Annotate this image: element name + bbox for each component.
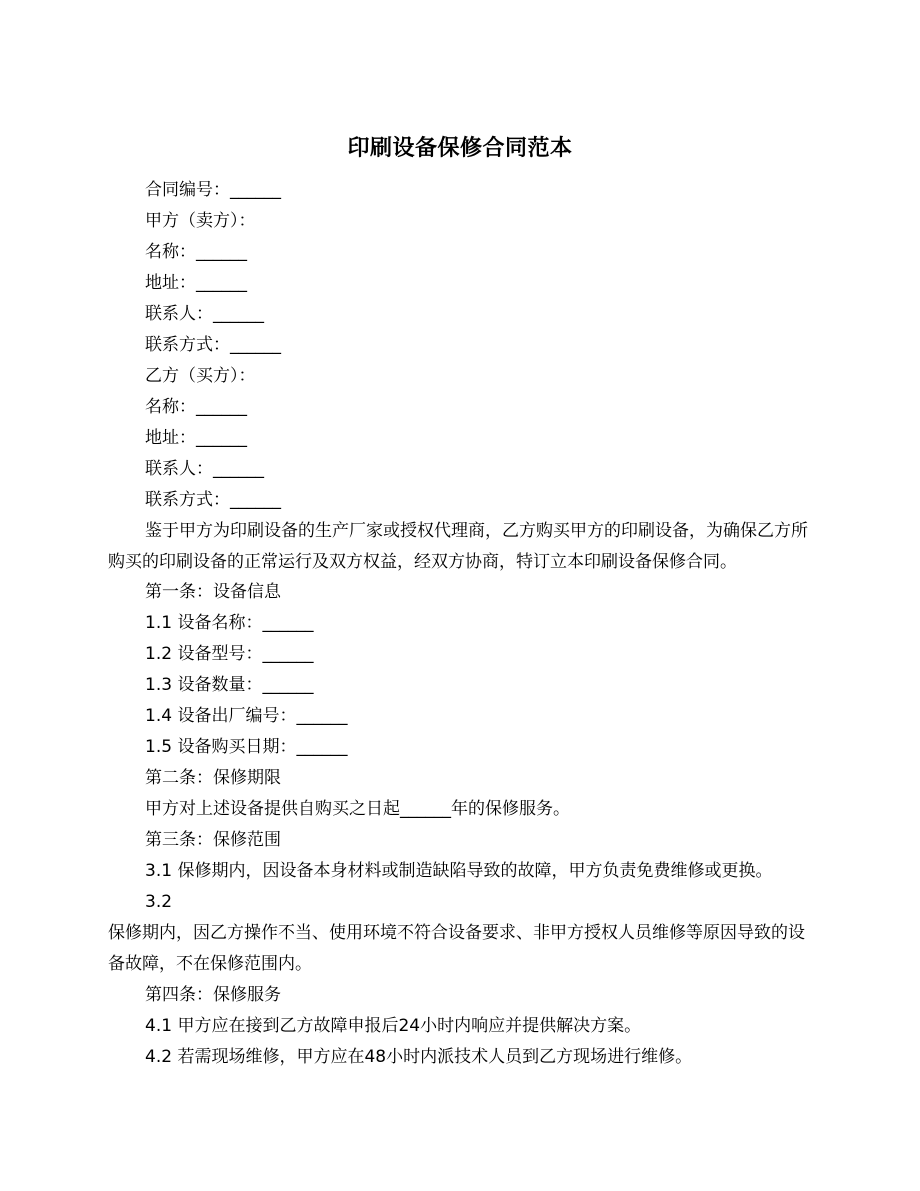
- document-title: 印刷设备保修合同范本: [347, 136, 573, 161]
- party-a-address-line: 地址：______: [145, 273, 247, 293]
- party-b-phone-line: 联系方式：______: [145, 490, 281, 510]
- article-1-item: 1.3 设备数量：______: [145, 675, 314, 695]
- party-a-contact-line: 联系人：______: [145, 304, 264, 324]
- contract-number-line: 合同编号：______: [145, 180, 281, 200]
- article-2-text: 甲方对上述设备提供自购买之日起______年的保修服务。: [145, 799, 570, 819]
- party-b-address-line: 地址：______: [145, 428, 247, 448]
- party-b-heading: 乙方（买方）：: [145, 366, 256, 386]
- article-4-item-2: 4.2 若需现场维修，甲方应在48小时内派技术人员到乙方现场进行维修。: [145, 1047, 693, 1067]
- article-3-item-2-text: 保修期内，因乙方操作不当、使用环境不符合设备要求、非甲方授权人员维修等原因导致的设备故障，不在保修范围内。: [108, 923, 805, 974]
- article-1-item: 1.4 设备出厂编号：______: [145, 706, 348, 726]
- article-2-heading: 第二条：保修期限: [145, 768, 281, 788]
- article-4-item-1: 4.1 甲方应在接到乙方故障申报后24小时内响应并提供解决方案。: [145, 1016, 642, 1036]
- party-b-name-line: 名称：______: [145, 397, 247, 417]
- party-a-name-line: 名称：______: [145, 242, 247, 262]
- article-4-heading: 第四条：保修服务: [145, 985, 281, 1005]
- article-3-item-2-number: 3.2: [145, 892, 173, 912]
- article-1-item: 1.2 设备型号：______: [145, 644, 314, 664]
- article-1-item: 1.5 设备购买日期：______: [145, 737, 348, 757]
- party-a-phone-line: 联系方式：______: [145, 335, 281, 355]
- article-1-heading: 第一条：设备信息: [145, 582, 281, 602]
- article-3-heading: 第三条：保修范围: [145, 830, 281, 850]
- article-1-item: 1.1 设备名称：______: [145, 613, 314, 633]
- preamble-paragraph: 鉴于甲方为印刷设备的生产厂家或授权代理商，乙方购买甲方的印刷设备，为确保乙方所购买的印刷设备的正常运行及双方权益，经双方协商，特订立本印刷设备保修合同。: [108, 521, 808, 572]
- article-3-item-1: 3.1 保修期内，因设备本身材料或制造缺陷导致的故障，甲方负责免费维修或更换。: [145, 861, 773, 881]
- party-a-heading: 甲方（卖方）：: [145, 211, 256, 231]
- party-b-contact-line: 联系人：______: [145, 459, 264, 479]
